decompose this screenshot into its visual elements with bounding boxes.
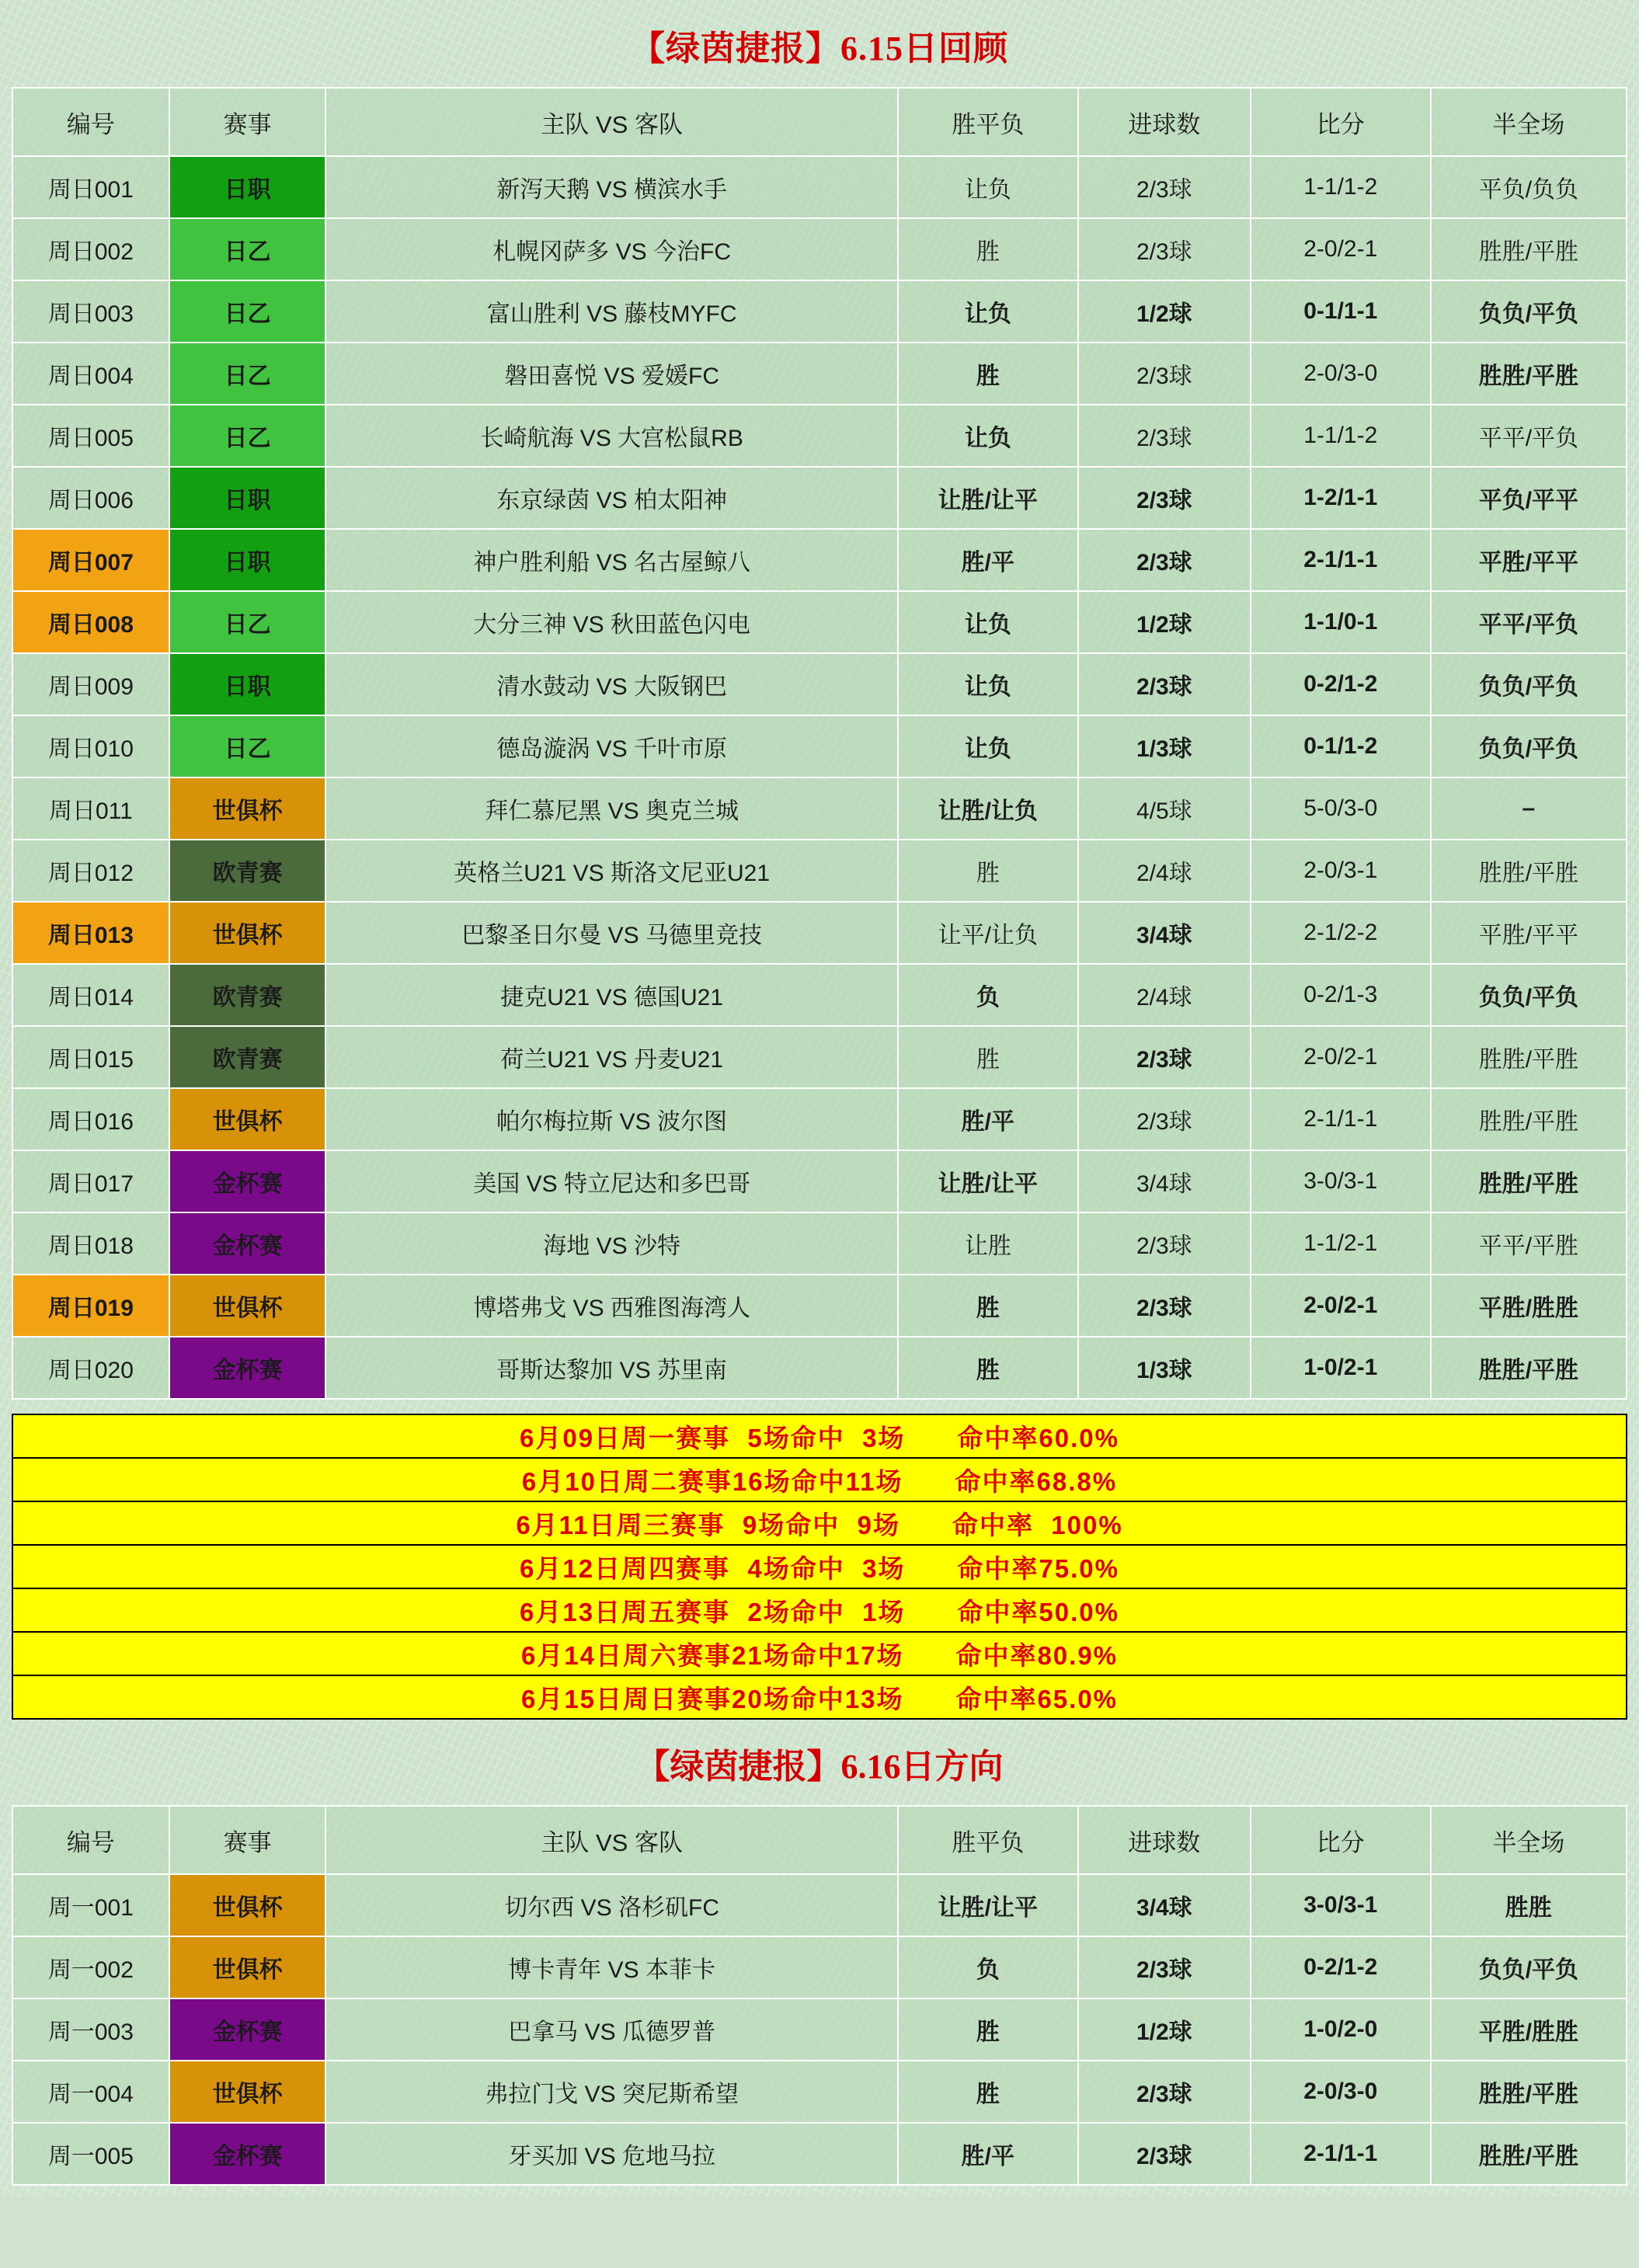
cell-halftime: 胜胜/平胜 [1431, 1088, 1627, 1150]
cell-league: 金杯赛 [169, 2123, 326, 2185]
table-row [12, 1936, 1627, 1998]
cell-result: 胜 [898, 1337, 1078, 1399]
cell-goals: 2/3球 [1078, 405, 1251, 467]
cell-match-id: 周日019 [12, 1275, 169, 1337]
cell-score: 2-0/2-1 [1251, 1275, 1431, 1337]
table-row [12, 902, 1627, 964]
cell-league: 世俱杯 [169, 1088, 326, 1150]
cell-goals: 2/3球 [1078, 218, 1251, 280]
cell-league: 日职 [169, 467, 326, 529]
cell-matchup: 博卡青年 VS 本菲卡 [325, 1936, 897, 1998]
cell-score: 2-0/2-1 [1251, 1026, 1431, 1088]
cell-result: 让胜/让平 [898, 1150, 1078, 1212]
header-score: 比分 [1251, 88, 1431, 156]
cell-matchup: 拜仁慕尼黑 VS 奥克兰城 [325, 777, 897, 840]
cell-result: 让负 [898, 405, 1078, 467]
cell-league: 日乙 [169, 715, 326, 777]
cell-match-id: 周日011 [12, 777, 169, 840]
cell-match-id: 周日004 [12, 343, 169, 405]
cell-matchup: 美国 VS 特立尼达和多巴哥 [325, 1150, 897, 1212]
cell-league: 日乙 [169, 405, 326, 467]
spacer-2 [0, 2186, 1639, 2197]
cell-score: 0-2/1-2 [1251, 653, 1431, 715]
cell-matchup: 长崎航海 VS 大宫松鼠RB [325, 405, 897, 467]
cell-goals: 1/3球 [1078, 1337, 1251, 1399]
cell-league: 日乙 [169, 591, 326, 653]
cell-halftime: 胜胜/平胜 [1431, 343, 1627, 405]
cell-score: 1-0/2-1 [1251, 1337, 1431, 1399]
cell-match-id: 周日006 [12, 467, 169, 529]
table-header-row [12, 1806, 1627, 1874]
hit-rate-body [12, 1414, 1627, 1719]
cell-score: 2-1/1-1 [1251, 529, 1431, 591]
cell-halftime: 平负/负负 [1431, 156, 1627, 218]
cell-goals: 3/4球 [1078, 1874, 1251, 1936]
cell-matchup: 巴黎圣日尔曼 VS 马德里竞技 [325, 902, 897, 964]
cell-halftime: 胜胜/平胜 [1431, 1026, 1627, 1088]
cell-halftime: 胜胜/平胜 [1431, 1337, 1627, 1399]
cell-result: 让负 [898, 591, 1078, 653]
table-row [12, 1212, 1627, 1275]
cell-matchup: 神户胜利船 VS 名古屋鲸八 [325, 529, 897, 591]
table-row [12, 1337, 1627, 1399]
table-row [12, 653, 1627, 715]
table-row [12, 1088, 1627, 1150]
cell-matchup: 切尔西 VS 洛杉矶FC [325, 1874, 897, 1936]
hit-rate-row [12, 1414, 1627, 1458]
cell-match-id: 周一001 [12, 1874, 169, 1936]
hit-rate-text: 6月14日周六赛事21场命中17场 命中率80.9% [12, 1632, 1627, 1675]
cell-result: 让胜/让平 [898, 1874, 1078, 1936]
cell-league: 世俱杯 [169, 2061, 326, 2123]
cell-match-id: 周日015 [12, 1026, 169, 1088]
cell-league: 欧青赛 [169, 840, 326, 902]
cell-match-id: 周日010 [12, 715, 169, 777]
cell-match-id: 周一002 [12, 1936, 169, 1998]
cell-result: 胜 [898, 1275, 1078, 1337]
hit-rate-text: 6月15日周日赛事20场命中13场 命中率65.0% [12, 1675, 1627, 1719]
cell-score: 5-0/3-0 [1251, 777, 1431, 840]
cell-score: 3-0/3-1 [1251, 1874, 1431, 1936]
header-league: 赛事 [169, 1806, 326, 1874]
cell-halftime: 负负/平负 [1431, 715, 1627, 777]
header-league: 赛事 [169, 88, 326, 156]
cell-matchup: 大分三神 VS 秋田蓝色闪电 [325, 591, 897, 653]
table-row [12, 343, 1627, 405]
table-row [12, 591, 1627, 653]
cell-goals: 1/2球 [1078, 1998, 1251, 2061]
header-halftime: 半全场 [1431, 1806, 1627, 1874]
table-row [12, 156, 1627, 218]
cell-matchup: 新泻天鹅 VS 横滨水手 [325, 156, 897, 218]
cell-halftime: 负负/平负 [1431, 1936, 1627, 1998]
cell-result: 让负 [898, 156, 1078, 218]
cell-matchup: 东京绿茵 VS 柏太阳神 [325, 467, 897, 529]
cell-match-id: 周日017 [12, 1150, 169, 1212]
header-result: 胜平负 [898, 1806, 1078, 1874]
cell-league: 欧青赛 [169, 964, 326, 1026]
review-table [12, 87, 1627, 1400]
table-row [12, 405, 1627, 467]
cell-goals: 3/4球 [1078, 902, 1251, 964]
cell-league: 日职 [169, 653, 326, 715]
cell-goals: 2/3球 [1078, 1026, 1251, 1088]
cell-halftime: 平负/平平 [1431, 467, 1627, 529]
cell-result: 负 [898, 964, 1078, 1026]
hit-rate-table [12, 1414, 1627, 1720]
cell-matchup: 富山胜利 VS 藤枝MYFC [325, 280, 897, 343]
hit-rate-text: 6月12日周四赛事 4场命中 3场 命中率75.0% [12, 1545, 1627, 1588]
hit-rate-row [12, 1675, 1627, 1719]
cell-match-id: 周日005 [12, 405, 169, 467]
table-row [12, 467, 1627, 529]
cell-result: 胜 [898, 218, 1078, 280]
cell-halftime: 平平/平负 [1431, 405, 1627, 467]
cell-score: 0-1/1-1 [1251, 280, 1431, 343]
cell-league: 世俱杯 [169, 777, 326, 840]
cell-match-id: 周日002 [12, 218, 169, 280]
cell-halftime: 胜胜 [1431, 1874, 1627, 1936]
cell-matchup: 清水鼓动 VS 大阪钢巴 [325, 653, 897, 715]
review-table-head [12, 88, 1627, 156]
cell-matchup: 弗拉门戈 VS 突尼斯希望 [325, 2061, 897, 2123]
cell-score: 2-1/1-1 [1251, 1088, 1431, 1150]
cell-goals: 2/3球 [1078, 1275, 1251, 1337]
header-id: 编号 [12, 88, 169, 156]
cell-result: 让负 [898, 715, 1078, 777]
cell-score: 2-0/3-0 [1251, 2061, 1431, 2123]
table-row [12, 840, 1627, 902]
cell-result: 胜 [898, 1026, 1078, 1088]
table-row [12, 529, 1627, 591]
cell-goals: 2/3球 [1078, 1088, 1251, 1150]
cell-goals: 1/3球 [1078, 715, 1251, 777]
cell-halftime: 平平/平胜 [1431, 1212, 1627, 1275]
spacer-1 [0, 1400, 1639, 1414]
cell-match-id: 周日013 [12, 902, 169, 964]
cell-halftime: 负负/平负 [1431, 653, 1627, 715]
cell-result: 胜 [898, 2061, 1078, 2123]
cell-match-id: 周日007 [12, 529, 169, 591]
cell-matchup: 帕尔梅拉斯 VS 波尔图 [325, 1088, 897, 1150]
cell-score: 0-2/1-3 [1251, 964, 1431, 1026]
table-row [12, 218, 1627, 280]
header-goals: 进球数 [1078, 88, 1251, 156]
cell-score: 1-2/1-1 [1251, 467, 1431, 529]
forecast-table [12, 1805, 1627, 2186]
hit-rate-row [12, 1632, 1627, 1675]
cell-matchup: 哥斯达黎加 VS 苏里南 [325, 1337, 897, 1399]
cell-goals: 1/2球 [1078, 280, 1251, 343]
cell-halftime: 平胜/平平 [1431, 529, 1627, 591]
cell-halftime: 胜胜/平胜 [1431, 218, 1627, 280]
cell-matchup: 博塔弗戈 VS 西雅图海湾人 [325, 1275, 897, 1337]
hit-rate-text: 6月13日周五赛事 2场命中 1场 命中率50.0% [12, 1588, 1627, 1632]
table-row [12, 964, 1627, 1026]
cell-score: 0-2/1-2 [1251, 1936, 1431, 1998]
cell-result: 让负 [898, 280, 1078, 343]
cell-halftime: 胜胜/平胜 [1431, 2061, 1627, 2123]
hit-rate-row [12, 1545, 1627, 1588]
hit-rate-row [12, 1458, 1627, 1501]
cell-matchup: 德岛漩涡 VS 千叶市原 [325, 715, 897, 777]
table-row [12, 777, 1627, 840]
cell-score: 3-0/3-1 [1251, 1150, 1431, 1212]
cell-match-id: 周日018 [12, 1212, 169, 1275]
cell-match-id: 周日012 [12, 840, 169, 902]
cell-halftime: 负负/平负 [1431, 280, 1627, 343]
cell-league: 日乙 [169, 343, 326, 405]
cell-league: 世俱杯 [169, 1936, 326, 1998]
cell-score: 1-1/0-1 [1251, 591, 1431, 653]
cell-goals: 2/3球 [1078, 1212, 1251, 1275]
forecast-table-head [12, 1806, 1627, 1874]
cell-halftime: 胜胜/平胜 [1431, 840, 1627, 902]
header-goals: 进球数 [1078, 1806, 1251, 1874]
cell-result: 让胜/让平 [898, 467, 1078, 529]
table-row [12, 280, 1627, 343]
header-id: 编号 [12, 1806, 169, 1874]
cell-score: 2-1/1-1 [1251, 2123, 1431, 2185]
cell-halftime: 胜胜/平胜 [1431, 2123, 1627, 2185]
cell-matchup: 札幌冈萨多 VS 今治FC [325, 218, 897, 280]
cell-score: 2-1/2-2 [1251, 902, 1431, 964]
cell-score: 1-1/1-2 [1251, 156, 1431, 218]
cell-league: 日职 [169, 529, 326, 591]
cell-score: 0-1/1-2 [1251, 715, 1431, 777]
cell-halftime: 平平/平负 [1431, 591, 1627, 653]
cell-score: 1-1/2-1 [1251, 1212, 1431, 1275]
cell-matchup: 巴拿马 VS 瓜德罗普 [325, 1998, 897, 2061]
cell-match-id: 周日008 [12, 591, 169, 653]
cell-result: 胜 [898, 343, 1078, 405]
cell-league: 金杯赛 [169, 1337, 326, 1399]
hit-rate-row [12, 1588, 1627, 1632]
cell-match-id: 周日016 [12, 1088, 169, 1150]
cell-league: 日乙 [169, 280, 326, 343]
cell-goals: 2/3球 [1078, 343, 1251, 405]
cell-goals: 3/4球 [1078, 1150, 1251, 1212]
cell-goals: 2/3球 [1078, 467, 1251, 529]
page-title-review: 【绿茵捷报】6.15日回顾 [631, 30, 1008, 68]
cell-match-id: 周日003 [12, 280, 169, 343]
hit-rate-text: 6月11日周三赛事 9场命中 9场 命中率 100% [12, 1501, 1627, 1545]
cell-match-id: 周日001 [12, 156, 169, 218]
table-row [12, 2061, 1627, 2123]
cell-result: 让胜 [898, 1212, 1078, 1275]
header-halftime: 半全场 [1431, 88, 1627, 156]
cell-score: 2-0/3-1 [1251, 840, 1431, 902]
review-table-body [12, 156, 1627, 1399]
forecast-table-body [12, 1874, 1627, 2185]
cell-league: 金杯赛 [169, 1150, 326, 1212]
cell-league: 日乙 [169, 218, 326, 280]
table-row [12, 1998, 1627, 2061]
cell-result: 让平/让负 [898, 902, 1078, 964]
cell-matchup: 捷克U21 VS 德国U21 [325, 964, 897, 1026]
table-row [12, 1275, 1627, 1337]
hit-rate-text: 6月09日周一赛事 5场命中 3场 命中率60.0% [12, 1414, 1627, 1458]
cell-score: 2-0/2-1 [1251, 218, 1431, 280]
cell-result: 胜/平 [898, 529, 1078, 591]
cell-league: 金杯赛 [169, 1998, 326, 2061]
cell-goals: 2/4球 [1078, 964, 1251, 1026]
cell-league: 金杯赛 [169, 1212, 326, 1275]
header-score: 比分 [1251, 1806, 1431, 1874]
table-row [12, 1874, 1627, 1936]
cell-result: 负 [898, 1936, 1078, 1998]
cell-goals: 1/2球 [1078, 591, 1251, 653]
hit-rate-text: 6月10日周二赛事16场命中11场 命中率68.8% [12, 1458, 1627, 1501]
header-result: 胜平负 [898, 88, 1078, 156]
cell-goals: 2/3球 [1078, 529, 1251, 591]
cell-league: 世俱杯 [169, 902, 326, 964]
cell-result: 胜 [898, 840, 1078, 902]
cell-match-id: 周一004 [12, 2061, 169, 2123]
cell-score: 2-0/3-0 [1251, 343, 1431, 405]
hit-rate-row [12, 1501, 1627, 1545]
cell-league: 世俱杯 [169, 1275, 326, 1337]
table-row [12, 1150, 1627, 1212]
cell-match-id: 周一005 [12, 2123, 169, 2185]
cell-goals: 2/4球 [1078, 840, 1251, 902]
cell-halftime: 平胜/平平 [1431, 902, 1627, 964]
table-row [12, 2123, 1627, 2185]
cell-result: 让胜/让负 [898, 777, 1078, 840]
cell-goals: 2/3球 [1078, 2061, 1251, 2123]
cell-goals: 2/3球 [1078, 1936, 1251, 1998]
cell-matchup: 荷兰U21 VS 丹麦U21 [325, 1026, 897, 1088]
cell-result: 胜 [898, 1998, 1078, 2061]
cell-league: 世俱杯 [169, 1874, 326, 1936]
table-row [12, 715, 1627, 777]
cell-score: 1-1/1-2 [1251, 405, 1431, 467]
cell-halftime: 负负/平负 [1431, 964, 1627, 1026]
cell-halftime: – [1431, 777, 1627, 840]
cell-result: 让负 [898, 653, 1078, 715]
cell-result: 胜/平 [898, 1088, 1078, 1150]
cell-goals: 4/5球 [1078, 777, 1251, 840]
cell-matchup: 英格兰U21 VS 斯洛文尼亚U21 [325, 840, 897, 902]
cell-matchup: 海地 VS 沙特 [325, 1212, 897, 1275]
cell-match-id: 周日009 [12, 653, 169, 715]
cell-halftime: 平胜/胜胜 [1431, 1275, 1627, 1337]
cell-halftime: 胜胜/平胜 [1431, 1150, 1627, 1212]
cell-league: 日职 [169, 156, 326, 218]
header-match: 主队 VS 客队 [325, 88, 897, 156]
cell-match-id: 周日020 [12, 1337, 169, 1399]
header-match: 主队 VS 客队 [325, 1806, 897, 1874]
cell-match-id: 周日014 [12, 964, 169, 1026]
cell-matchup: 牙买加 VS 危地马拉 [325, 2123, 897, 2185]
cell-score: 1-0/2-0 [1251, 1998, 1431, 2061]
cell-goals: 2/3球 [1078, 653, 1251, 715]
table-header-row [12, 88, 1627, 156]
page-title-forecast: 【绿茵捷报】6.16日方向 [635, 1748, 1004, 1786]
cell-match-id: 周一003 [12, 1998, 169, 2061]
table-row [12, 1026, 1627, 1088]
cell-league: 欧青赛 [169, 1026, 326, 1088]
cell-result: 胜/平 [898, 2123, 1078, 2185]
cell-halftime: 平胜/胜胜 [1431, 1998, 1627, 2061]
cell-matchup: 磐田喜悦 VS 爱媛FC [325, 343, 897, 405]
cell-goals: 2/3球 [1078, 2123, 1251, 2185]
cell-goals: 2/3球 [1078, 156, 1251, 218]
